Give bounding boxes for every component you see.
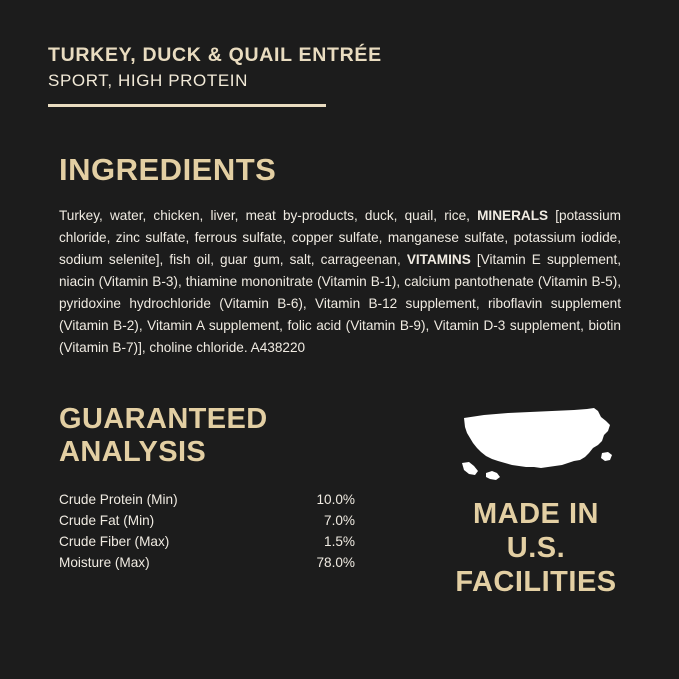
- ingredients-text: [59, 205, 621, 359]
- made-in-usa-line1: MADE IN: [473, 498, 599, 530]
- header-divider: [48, 104, 326, 107]
- ga-value: 10.0%: [316, 492, 355, 507]
- table-row: [59, 552, 355, 573]
- vitamins-label: VITAMINS: [406, 251, 471, 267]
- ingredients-text-part3: [Vitamin E supplement, niacin (Vitamin B-3), thiamine mononitrate (Vitamin B-1), calcium pantothenate (Vitamin B-5), pyridoxine hydrochloride (Vitamin B-6), Vitamin B-12 supplement, riboflavin supplement (Vitamin B-2), Vitamin A supplement, folic acid (Vitamin B-9), Vitamin D-3 supplement, biotin (Vitamin B-7)], choline chloride. A438220: [59, 251, 622, 355]
- guaranteed-analysis-table: [59, 489, 355, 573]
- ga-label: Crude Fat (Min): [59, 513, 155, 529]
- made-in-usa-block: [432, 405, 640, 600]
- ga-value: 1.5%: [324, 534, 355, 550]
- ga-value: 78.0%: [316, 555, 355, 571]
- product-title: TURKEY, DUCK & QUAIL ENTRÉE: [48, 44, 382, 66]
- ga-value: 7.0%: [324, 513, 355, 529]
- ga-label: Crude Protein (Min): [59, 492, 178, 507]
- table-row: [59, 531, 355, 552]
- guaranteed-analysis-heading: GUARANTEED ANALYSIS: [59, 403, 268, 468]
- ga-label: Moisture (Max): [59, 555, 150, 571]
- ingredients-section: [59, 154, 621, 359]
- guaranteed-analysis-section: [59, 403, 389, 573]
- product-header: [48, 44, 628, 107]
- ingredients-text-part2: [potassium chloride, zinc sulfate, ferrous sulfate, copper sulfate, manganese sulfate, potassium iodide, sodium selenite], fish oil, guar gum, salt, carrageenan,: [59, 207, 621, 267]
- made-in-usa-line3: FACILITIES: [455, 566, 617, 599]
- made-in-usa-text: [432, 497, 640, 600]
- minerals-label: MINERALS: [477, 207, 549, 223]
- ga-label: Crude Fiber (Max): [59, 534, 170, 550]
- product-subtitle: SPORT, HIGH PROTEIN: [48, 71, 249, 91]
- ingredients-text-part1: Turkey, water, chicken, liver, meat by-products, duck, quail, rice,: [59, 207, 478, 223]
- table-row: [59, 489, 355, 510]
- ingredients-heading: INGREDIENTS: [59, 152, 277, 187]
- made-in-usa-line2: U.S.: [506, 532, 566, 565]
- usa-map-icon: [456, 405, 616, 485]
- table-row: [59, 510, 355, 531]
